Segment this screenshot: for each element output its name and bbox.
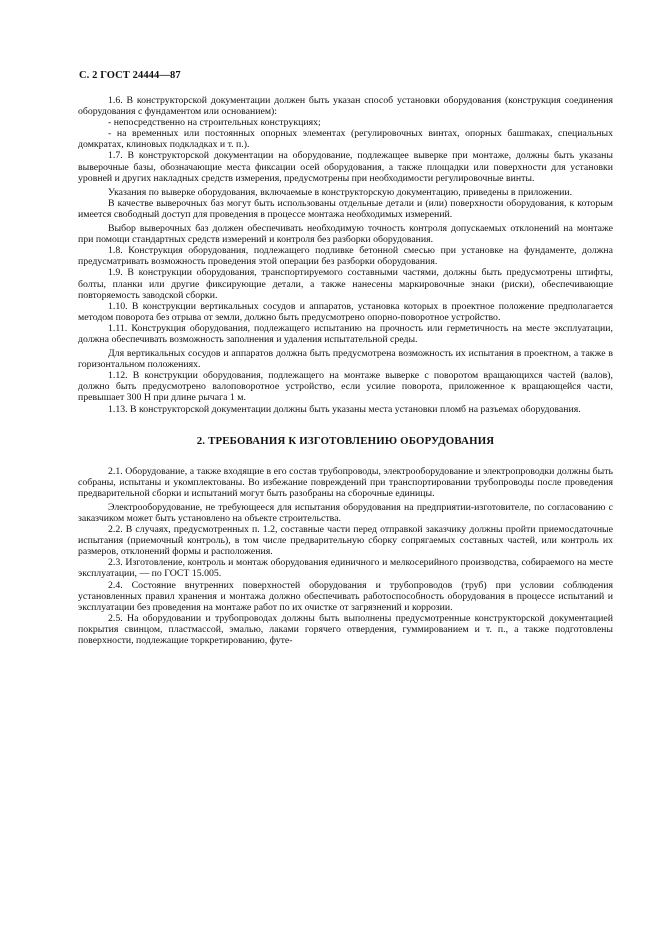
section-2-title: 2. ТРЕБОВАНИЯ К ИЗГОТОВЛЕНИЮ ОБОРУДОВАНИЯ — [196, 434, 495, 447]
paragraph-electrical-equipment: Электрооборудование, не требующееся для испытания оборудования на предприятии-изготовителе, по согласованию с заказчиком может быть установлено на объекте строительства. — [78, 501, 613, 524]
paragraph-1-13: 1.13. В конструкторской документации должны быть указаны места установки пломб на разъемах оборудования. — [108, 403, 581, 415]
paragraph-alignment-bases: В качестве выверочных баз могут быть использованы отдельные детали и (или) поверхности оборудования, к которым имеется свободный доступ для проведения в процессе монтажа необходимых измерений. — [78, 197, 613, 220]
paragraph-1-7: 1.7. В конструкторской документации на оборудование, подлежащее выверке при монтаже, должны быть указаны выверочные базы, обозначающие места фиксации осей оборудования, а также площадки или поверхности для установки уровней и других накладных средств измерения, предусмотрены при необходимости регулировочные винты. — [78, 150, 613, 184]
section-2-content — [78, 466, 613, 647]
paragraph-1-12: 1.12. В конструкции оборудования, подлежащего на монтаже выверке с поворотом вращающихся частей (валов), должно быть предусмотрено валоповоротное устройство, если усилие поворота, приложенное к вращающейся части, превышает 300 Н при длине рычага 1 м. — [78, 370, 613, 404]
paragraph-1-6: 1.6. В конструкторской документации должен быть указан способ установки оборудования (конструкция соединения оборудования с фундаментом или основанием): — [78, 95, 613, 118]
paragraph-2-1: 2.1. Оборудование, а также входящие в его состав трубопроводы, электрооборудование и электропроводки должны быть собраны, испытаны и укомплектованы. Во избежание повреждений при транспортировании трубопроводы после проведения предварительной сборки и испытаний могут быть разобраны на сборочные единицы. — [78, 465, 613, 499]
list-item-support-elements: - на временных или постоянных опорных элементах (регулировочных винтах, опорных башmаках, специальных домкратах, клиновых подкладках и т. п.). — [78, 128, 613, 151]
paragraph-1-8: 1.8. Конструкция оборудования, подлежащего подливке бетонной смесью при установке на фундаменте, должна предусматривать возможность проведения этой операции без разборки оборудования. — [78, 245, 613, 268]
paragraph-vertical-vessels: Для вертикальных сосудов и аппаратов должна быть предусмотрена возможность их испытания в проектном, а также в горизонтальном положениях. — [78, 348, 613, 371]
section-1-content — [78, 95, 613, 415]
paragraph-1-9: 1.9. В конструкции оборудования, транспортируемого составными частями, должны быть предусмотрены штифты, болты, планки или другие фиксирующие детали, а также нанесены маркировочные знаки (риски), обеспечивающие повторяемость заводской сборки. — [78, 267, 613, 301]
paragraph-2-2: 2.2. В случаях, предусмотренных п. 1.2, составные части перед отправкой заказчику должны пройти приемосдаточные испытания (приемочный контроль), в том числе предварительную сборку сопрягаемых составных частей, или контроль их размеров, отклонений формы и расположения. — [78, 524, 613, 558]
paragraph-2-4: 2.4. Состояние внутренних поверхностей оборудования и трубопроводов (труб) при условии соблюдения установленных правил хранения и монтажа должно обеспечивать работоспособность оборудования в процессе испытаний и эксплуатации без проведения на монтаже работ по их очистке от загрязнений и коррозии. — [78, 579, 613, 613]
paragraph-2-3: 2.3. Изготовление, контроль и монтаж оборудования единичного и мелкосерийного производства, собираемого на месте эксплуатации, — по ГОСТ 15.005. — [78, 557, 613, 580]
paragraph-1-11: 1.11. Конструкция оборудования, подлежащего испытанию на прочность или герметичность на месте эксплуатации, должна обеспечивать возможность заполнения и удаления испытательной среды. — [78, 322, 613, 345]
paragraph-2-5: 2.5. На оборудовании и трубопроводах должны быть выполнены предусмотренные конструкторской документацией покрытия свинцом, пластмассой, эмалью, лаками горячего отвердения, гуммированием и т. п., а также подготовлены поверхности, подлежащие торкретированию, футе- — [78, 612, 613, 647]
paragraph-alignment-instructions: Указания по выверке оборудования, включаемые в конструкторскую документацию, приведены в приложении. — [108, 186, 573, 198]
paragraph-1-10: 1.10. В конструкции вертикальных сосудов и аппаратов, установка которых в проектное положение предполагается методом поворота без отрыва от земли, должно быть предусмотрено опорно-поворотное устройство. — [78, 300, 613, 323]
paragraph-base-selection: Выбор выверочных баз должен обеспечивать необходимую точность контроля допускаемых отклонений на монтаже при помощи стандартных средств измерений и контроля без разборки оборудования. — [78, 223, 613, 246]
page-header: С. 2 ГОСТ 24444—87 — [79, 70, 181, 81]
list-item-direct-mounting: - непосредственно на строительных конструкциях; — [108, 117, 321, 129]
document-body — [78, 95, 613, 646]
